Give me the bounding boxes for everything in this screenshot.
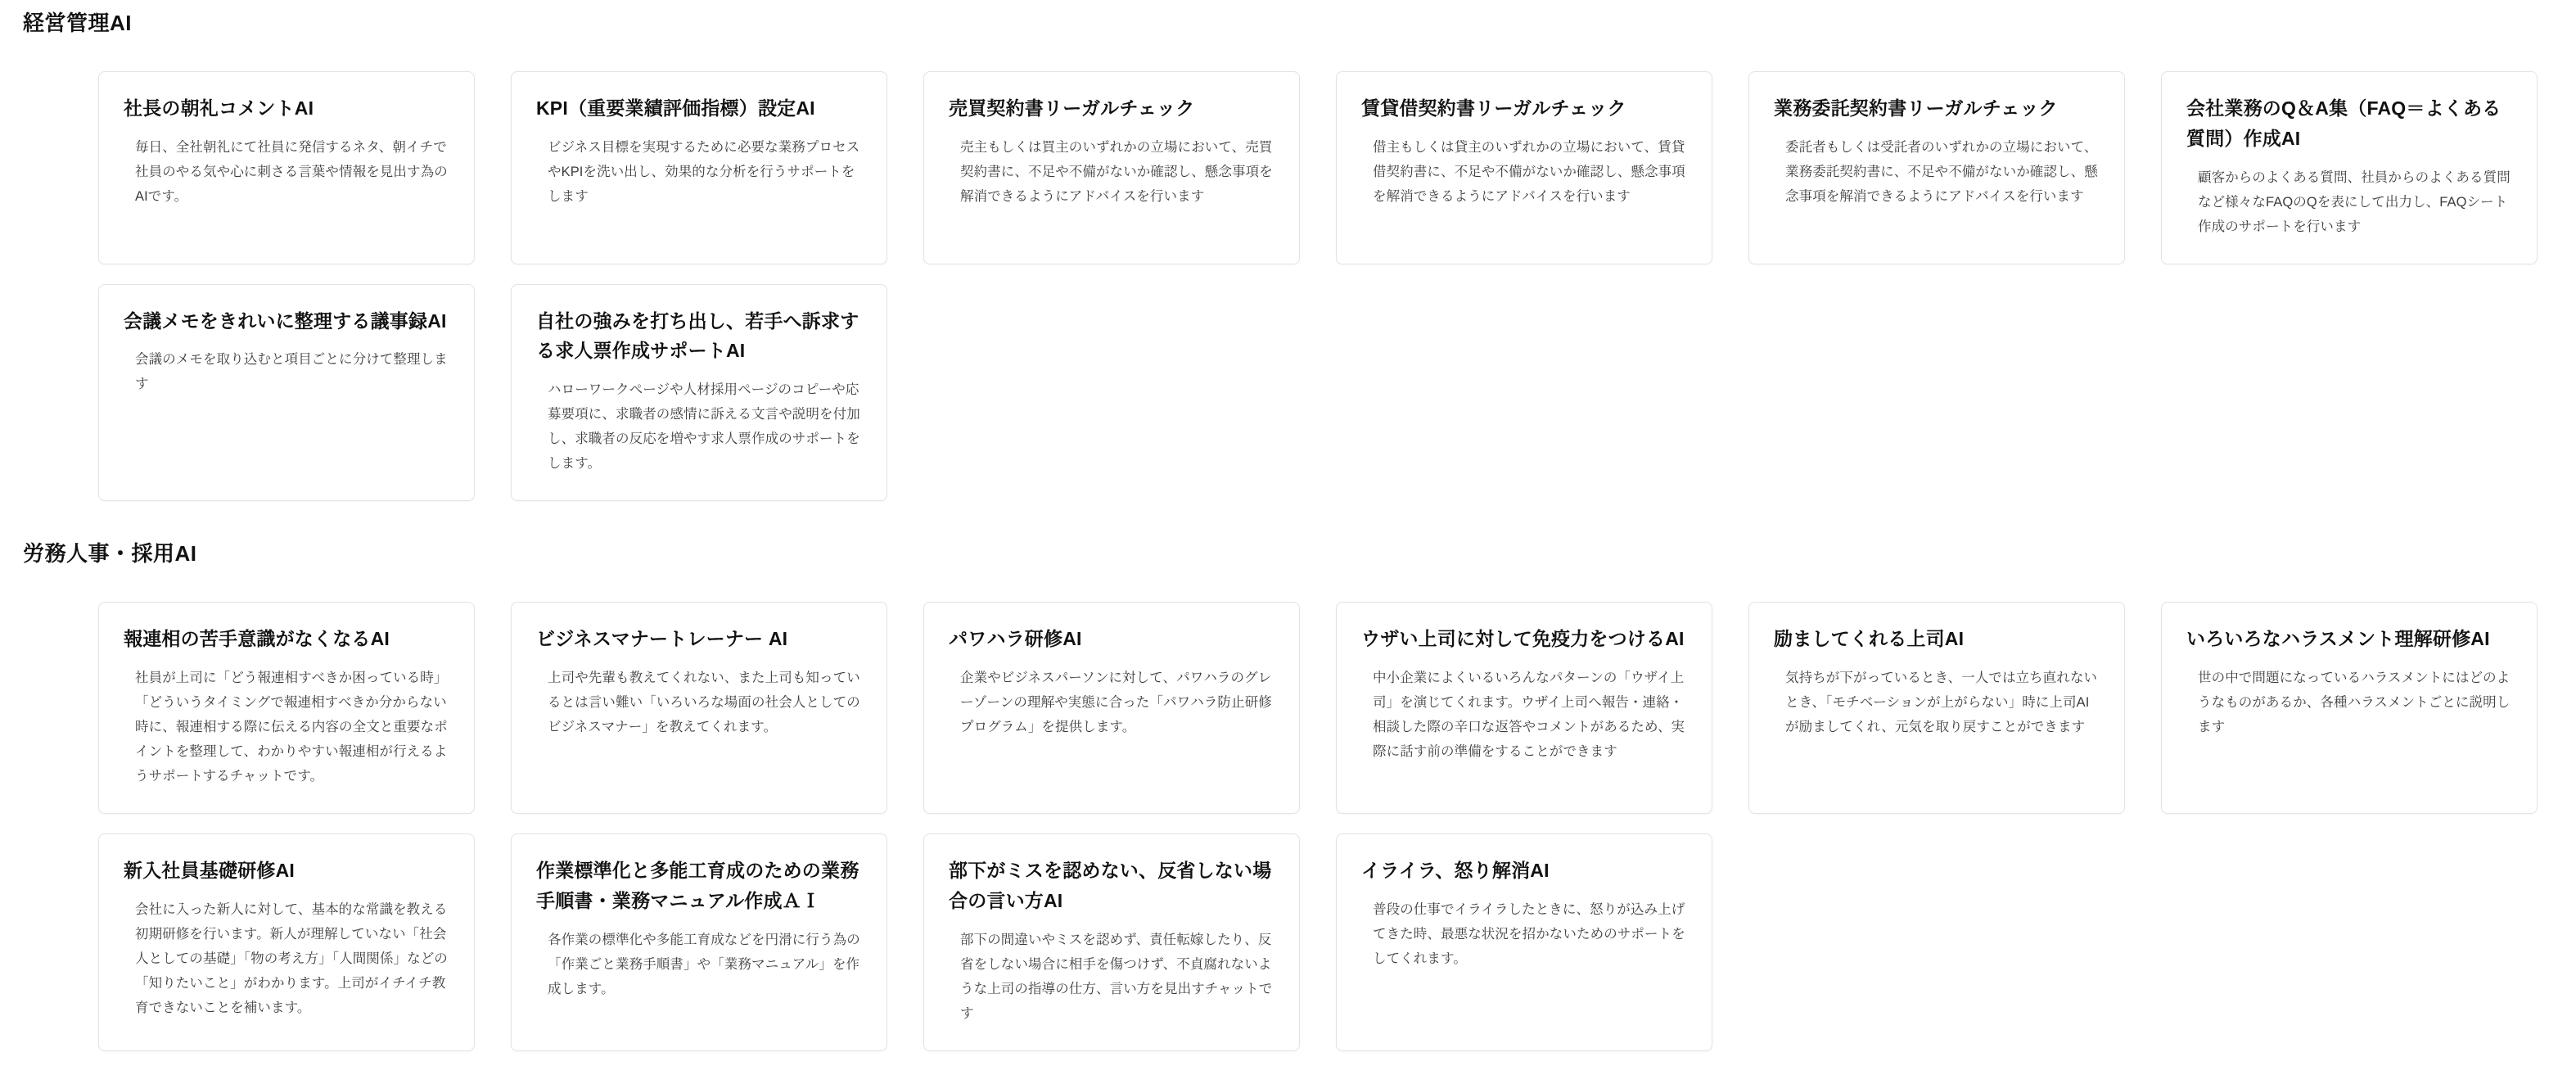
- card-title: 社長の朝礼コメントAI: [124, 97, 314, 119]
- card-description: 売主もしくは買主のいずれかの立場において、売買契約書に、不足や不備がないか確認し、懸念事項を解消できるようにアドバイスを行います: [960, 139, 1273, 204]
- card-description: 委託者もしくは受託者のいずれかの立場において、業務委託契約書に、不足や不備がないか確認し、懸念事項を解消できるようにアドバイスを行います: [1785, 139, 2098, 204]
- card-description: 中小企業によくいるいろんなパターンの「ウザイ上司」を演じてくれます。ウザイ上司へ報告・連絡・相談した際の辛口な返答やコメントがあるため、実際に話す前の準備をすることができます: [1373, 671, 1685, 760]
- ai-card[interactable]: [1336, 833, 1712, 1051]
- ai-card[interactable]: [98, 71, 475, 264]
- card-description: ビジネス目標を実現するために必要な業務プロセスやKPIを洗い出し、効果的な分析を行うサポートをします: [548, 139, 860, 204]
- card-title: 新入社員基礎研修AI: [124, 860, 295, 882]
- card-description: 会社に入った新人に対して、基本的な常識を教える初期研修を行います。新人が理解していない「社会人としての基礎」「物の考え方」「人間関係」などの「知りたいこと」がわかります。上司がイチイチ教育できないことを補います。: [135, 901, 448, 1016]
- card-title: パワハラ研修AI: [949, 628, 1082, 650]
- card-title: 売買契約書リーガルチェック: [949, 97, 1195, 119]
- card-title: 報連相の苦手意識がなくなるAI: [124, 628, 390, 650]
- ai-card[interactable]: [1748, 71, 2125, 264]
- ai-card[interactable]: [1336, 71, 1712, 264]
- section-title: 経営管理AI: [23, 11, 133, 35]
- card-description: ハローワークページや人材採用ページのコピーや応募要項に、求職者の感情に訴える文言や説明を付加し、求職者の反応を増やす求人票作成のサポートをします。: [548, 382, 860, 472]
- ai-card[interactable]: [511, 284, 887, 502]
- card-title: 部下がミスを認めない、反省しない場合の言い方AI: [949, 860, 1272, 911]
- ai-card[interactable]: [2161, 602, 2538, 814]
- card-grid-hr: [0, 567, 2576, 1051]
- card-title: 会社業務のQ＆A集（FAQ＝よくある質問）作成AI: [2186, 97, 2502, 149]
- card-description: 顧客からのよくある質問、社員からのよくある質問など様々なFAQのQを表にして出力し、FAQシート作成のサポートを行います: [2198, 169, 2511, 234]
- ai-card[interactable]: [511, 833, 887, 1051]
- card-title: ウザい上司に対して免疫力をつけるAI: [1361, 628, 1685, 650]
- ai-card[interactable]: [923, 833, 1300, 1051]
- card-description: 部下の間違いやミスを認めず、責任転嫁したり、反省をしない場合に相手を傷つけず、不貞腐れないような上司の指導の仕方、言い方を見出すチャットです: [960, 932, 1273, 1021]
- card-title: 賃貸借契約書リーガルチェック: [1361, 97, 1626, 119]
- card-title: イライラ、怒り解消AI: [1361, 860, 1550, 882]
- card-title: ビジネスマナートレーナー AI: [536, 628, 788, 650]
- card-description: 会議のメモを取り込むと項目ごとに分けて整理します: [135, 352, 448, 392]
- card-grid-management: [0, 37, 2576, 501]
- card-title: 作業標準化と多能工育成のための業務手順書・業務マニュアル作成ＡＩ: [536, 860, 859, 911]
- card-description: 借主もしくは貸主のいずれかの立場において、賃貸借契約書に、不足や不備がないか確認し、懸念事項を解消できるようにアドバイスを行います: [1373, 139, 1685, 204]
- card-description: 企業やビジネスパーソンに対して、パワハラのグレーゾーンの理解や実態に合った「パワハラ防止研修プログラム」を提供します。: [960, 671, 1272, 735]
- ai-card[interactable]: [98, 833, 475, 1051]
- ai-card[interactable]: [511, 71, 887, 264]
- card-title: いろいろなハラスメント理解研修AI: [2186, 628, 2490, 650]
- card-description: 毎日、全社朝礼にて社員に発信するネタ、朝イチで社員のやる気や心に刺さる言葉や情報を見出す為のAIです。: [135, 139, 448, 204]
- card-description: 世の中で問題になっているハラスメントにはどのようなものがあるか、各種ハラスメントごとに説明します: [2198, 671, 2511, 735]
- section-title: 労務人事・採用AI: [23, 541, 197, 567]
- ai-card[interactable]: [923, 602, 1300, 814]
- section-hr-recruiting-ai: [0, 537, 2576, 1051]
- card-description: 社員が上司に「どう報連相すべきか困っている時」「どういうタイミングで報連相すべきか分からない時に、報連相する際に伝える内容の全文と重要なポイントを整理して、わかりやすい報連相が行えるようサポートするチャットです。: [135, 671, 448, 784]
- card-description: 各作業の標準化や多能工育成などを円滑に行う為の「作業ごと業務手順書」や「業務マニュアル」を作成します。: [548, 932, 860, 996]
- ai-card[interactable]: [1336, 602, 1712, 814]
- section-management-ai: [0, 7, 2576, 501]
- ai-catalog-page: [0, 7, 2576, 1084]
- card-title: 励ましてくれる上司AI: [1774, 628, 1965, 650]
- card-title: 自社の強みを打ち出し、若手へ訴求する求人票作成サポートAI: [536, 309, 859, 362]
- ai-card[interactable]: [1748, 602, 2125, 814]
- ai-card[interactable]: [511, 602, 887, 814]
- ai-card[interactable]: [98, 602, 475, 814]
- ai-card[interactable]: [923, 71, 1300, 264]
- card-description: 普段の仕事でイライラしたときに、怒りが込み上げてきた時、最悪な状況を招かないためのサポートをしてくれます。: [1373, 901, 1685, 966]
- card-title: 会議メモをきれいに整理する議事録AI: [124, 309, 447, 332]
- card-description: 気持ちが下がっているとき、一人では立ち直れないとき、「モチベーションが上がらない」時に上司AIが励ましてくれ、元気を取り戻すことができます: [1785, 671, 2098, 735]
- card-description: 上司や先輩も教えてくれない、また上司も知っているとは言い難い「いろいろな場面の社会人としてのビジネスマナー」を教えてくれます。: [548, 671, 860, 735]
- ai-card[interactable]: [98, 284, 475, 502]
- ai-card[interactable]: [2161, 71, 2538, 264]
- card-title: KPI（重要業績評価指標）設定AI: [536, 97, 815, 119]
- card-title: 業務委託契約書リーガルチェック: [1774, 97, 2058, 119]
